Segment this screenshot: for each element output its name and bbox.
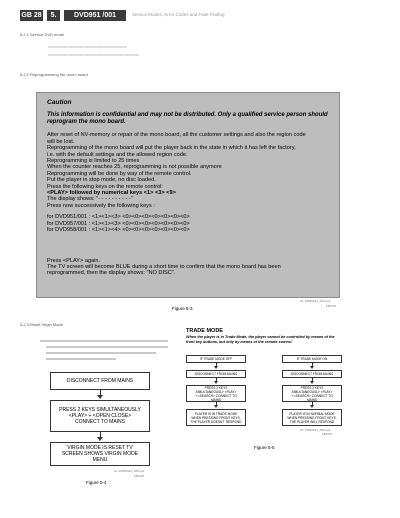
section-title-reprogramming: 5.2.2 Reprogramming the mono board <box>20 72 88 77</box>
figure-caption-5-3: Figure 5-3 <box>172 306 193 311</box>
flow-arrow-icon <box>214 405 218 408</box>
flow-box-disconnect: DISCONNECT FROM MAINS <box>50 372 150 390</box>
caution-line: Reprogramming of the mono board will put the player back in the state in which it has left the factory, <box>47 145 296 152</box>
running-title: Service Modes, Error Codes and Fault Finding <box>132 12 225 17</box>
trade-ref: CL 16532044_006.eps <box>300 428 331 432</box>
flow-box-press-keys: PRESS 2 KEYS SIMULTANEOUSLY <PLAY> + <OPEN CLOSE> CONNECT TO MAINS <box>50 400 150 432</box>
caution-line: Reprogramming will be done by way of the remote control. <box>47 170 192 177</box>
trade-mode-title: TRADE MODE <box>186 328 223 334</box>
code-line-951: for DVD951/001 : <1><1><3> <0><0><0><0><0><0><0> <box>47 214 190 221</box>
caution-title: Caution <box>47 99 72 106</box>
figure-caption-5-4: Figure 5-4 <box>86 480 107 485</box>
text-line <box>40 340 168 342</box>
trade-left-result-box: PLAYER IS IN TRADE MODE WHEN PRESSING FRONT KEYS, THE PLAYER DOESN'T RESPOND <box>186 409 246 426</box>
flow-arrow-icon <box>97 395 103 399</box>
figure-caption-5-5: Figure 5-5 <box>254 445 275 450</box>
caution-line: i.e. with the default settings and the allowed region code. <box>47 151 188 158</box>
flow-arrow-icon <box>214 381 218 384</box>
caution-line: Reprogramming is limited to 25 times <box>47 158 140 165</box>
caution-line: The display shows: "- - - - - - - - - -" <box>47 196 133 203</box>
trade-if-on-box: IF TRADE MODE ON <box>282 355 342 363</box>
trade-mode-intro: When the player is in Trade Mode, the player cannot be controlled by means of the front key buttons, but only by means of the remote control. <box>186 335 335 344</box>
text-line <box>46 358 116 360</box>
trade-ref-date: 180700 <box>322 432 333 436</box>
caution-line: Press now successively the following keys : <box>47 202 155 209</box>
flow-arrow-icon <box>97 437 103 441</box>
code-line-957: for DVD957/001 : <1><1><3> <0><0><0><0><0><0><0> <box>47 220 190 227</box>
trade-right-press-box: PRESS 2 KEYS SIMULTANEOUSLY <PLAY> + <SEARCH> CONNECT TO MAINS <box>282 385 342 402</box>
trade-right-disconnect-box: DISCONNECT FROM MAINS <box>282 370 342 378</box>
virgin-ref: CL 16532044_005.eps <box>114 469 145 473</box>
trade-right-result-box: PLAYER IS IN NORMAL MODE WHEN PRESSING FRONT KEYS, THE PLAYER WILL RESPOND <box>282 409 342 426</box>
caution-line: Press <PLAY> again. <box>47 257 101 264</box>
caution-line: After reset of NV-memory or repair of the mono board, all the customer settings and also the region code <box>47 132 306 139</box>
text-line <box>46 352 156 354</box>
caution-line: Press the following keys on the remote control: <box>47 183 163 190</box>
flow-arrow-icon <box>214 366 218 369</box>
dvd-mode-line-2: xxxxxxxxxxxxxxxxxxxxxxxxxxxxxxxxxxxxxxxxxxxxxxxxxxxx <box>48 53 139 57</box>
page-label: GB 28 <box>21 12 42 19</box>
trade-left-press-box: PRESS 2 KEYS SIMULTANEOUSLY <PLAY> + <SEARCH> CONNECT TO MAINS <box>186 385 246 402</box>
caution-line: <PLAY> followed by numerical keys <1> <3> <9> <box>47 190 176 197</box>
caution-warning: This information is confidential and may not be distributed. Only a qualified service person should reprogram the mono board. <box>47 112 328 126</box>
caution-box <box>36 92 340 298</box>
trade-left-disconnect-box: DISCONNECT FROM MAINS <box>186 370 246 378</box>
code-line-958: for DVD958/001 : <1><1><4> <0><0><0><0><0><0><0> <box>47 227 190 234</box>
text-line <box>46 346 168 348</box>
caution-line: Put the player in stop mode, no disc loaded. <box>47 177 156 184</box>
model-label: DVD951 /001 <box>64 10 126 21</box>
caution-ref: CL 16532044_004.eps <box>300 299 331 303</box>
caution-line: When the counter reaches 25, reprogramming is not possible anymore <box>47 164 222 171</box>
flow-box-virgin-reset: VIRGIN MODE IS RESET TV SCREEN SHOWS VIRGIN MODE MENU <box>50 442 150 466</box>
flow-arrow-icon <box>310 366 314 369</box>
flow-arrow-icon <box>310 405 314 408</box>
caution-ref-date: 180700 <box>326 304 337 308</box>
virgin-ref-date: 180700 <box>134 474 145 478</box>
trade-if-off-box: IF TRADE MODE OFF <box>186 355 246 363</box>
section-title-virgin-mode: 5.2.3 Reset Virgin Mode <box>20 322 63 327</box>
section-number: 5. <box>47 10 60 21</box>
section-title-dvd-mode: 5.2.1 Service DVD mode <box>20 32 65 37</box>
flow-arrow-icon <box>310 381 314 384</box>
dvd-mode-line-1: xxxxxxxxxxxxxxxxxxxxxxxxxxxxxxxxxxxxxxxxxxxxx <box>48 45 127 49</box>
caution-line: will be lost. <box>47 138 75 145</box>
caution-line: The TV screen will become BLUE during a short time to confirm that the mono board has been <box>47 263 281 270</box>
caution-line: reprogrammed, then the display shows: "NO DISC". <box>47 270 176 277</box>
